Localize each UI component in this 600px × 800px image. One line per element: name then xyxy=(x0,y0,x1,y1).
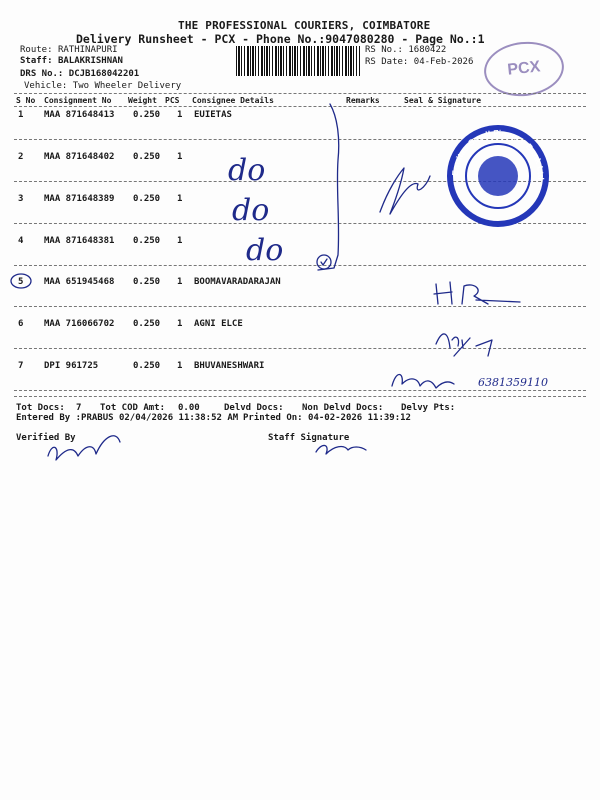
rs-no-value: 1680422 xyxy=(408,45,447,55)
col-consignment: Consignment No xyxy=(44,96,112,105)
staff-signature-label: Staff Signature xyxy=(268,433,350,443)
row-pcs: 1 xyxy=(177,194,183,204)
row-pcs: 1 xyxy=(177,361,183,371)
row-sno: 5 xyxy=(18,277,24,287)
row-consignee: EUIETAS xyxy=(194,110,232,120)
non-delvd-docs-label: Non Delvd Docs: xyxy=(302,403,384,413)
row-pcs: 1 xyxy=(177,277,183,287)
col-seal-signature: Seal & Signature xyxy=(404,96,482,105)
vehicle-value: Two Wheeler Delivery xyxy=(72,81,182,91)
cod-label: Tot COD Amt: xyxy=(100,403,166,413)
row-weight: 0.250 xyxy=(133,361,161,371)
col-consignee: Consignee Details xyxy=(192,96,274,105)
ditto-row2: do xyxy=(228,153,266,188)
col-pcs: PCS xyxy=(165,96,180,105)
row5-hr-mark xyxy=(434,282,452,304)
row7-signature xyxy=(392,375,454,389)
row-consignment-no: MAA 871648389 xyxy=(44,194,115,204)
row-weight: 0.250 xyxy=(133,277,161,287)
row-sno: 7 xyxy=(18,361,24,371)
drs-label: DRS No.: xyxy=(20,69,64,79)
company-name: THE PROFESSIONAL COURIERS, COIMBATORE xyxy=(178,19,431,32)
route-value: RATHINAPURI xyxy=(57,45,118,55)
delvy-pts-label: Delvy Pts: xyxy=(401,403,456,413)
rs-date-value: 04-Feb-2026 xyxy=(413,57,474,67)
drs-value: DCJB168042201 xyxy=(68,69,140,79)
staff-signature xyxy=(316,445,366,454)
row-consignment-no: MAA 871648413 xyxy=(44,110,115,120)
verified-signature xyxy=(48,436,120,460)
col-remarks: Remarks xyxy=(346,96,380,105)
row-weight: 0.250 xyxy=(133,236,161,246)
seal-text: Equitas Small Finance Bank Ltd xyxy=(449,127,547,180)
row-sno: 3 xyxy=(18,194,24,204)
printed-on: Printed On: 04-02-2026 11:39:12 xyxy=(243,413,411,423)
row-pcs: 1 xyxy=(177,110,183,120)
row-pcs: 1 xyxy=(177,319,183,329)
row-pcs: 1 xyxy=(177,152,183,162)
row-consignee: AGNI ELCE xyxy=(194,319,243,329)
row-weight: 0.250 xyxy=(133,152,161,162)
row-sno: 1 xyxy=(18,110,24,120)
row6-mark xyxy=(436,334,463,348)
row-consignment-no: MAA 871648402 xyxy=(44,152,115,162)
rs-date-label: RS Date: xyxy=(365,57,409,67)
row-sno: 2 xyxy=(18,152,24,162)
row5-circle xyxy=(11,274,31,288)
pcx-stamp: PCX xyxy=(481,38,566,100)
row-weight: 0.250 xyxy=(133,319,161,329)
row-consignment-no: MAA 651945468 xyxy=(44,277,115,287)
row-consignment-no: DPI 961725 xyxy=(44,361,99,371)
circle-mark xyxy=(317,255,331,269)
col-sno: S No xyxy=(16,96,36,105)
tot-docs-label: Tot Docs: xyxy=(16,403,65,413)
row-sno: 6 xyxy=(18,319,24,329)
row7-phone: 6381359110 xyxy=(478,376,548,389)
row-pcs: 1 xyxy=(177,236,183,246)
staff-label: Staff: xyxy=(20,56,53,66)
ditto-row3: do xyxy=(232,193,270,228)
tot-docs-value: 7 xyxy=(76,403,82,413)
runsheet-title: Delivery Runsheet - PCX - Phone No.:9047080280 - Page No.:1 xyxy=(76,32,485,46)
row3-signature xyxy=(380,168,430,214)
col-weight: Weight xyxy=(128,96,157,105)
entered-by: Entered By :PRABUS 02/04/2026 11:38:52 AM xyxy=(16,413,239,423)
staff-value: BALAKRISHNAN xyxy=(57,56,123,66)
rs-no-label: RS No.: xyxy=(365,45,403,55)
row-weight: 0.250 xyxy=(133,110,161,120)
bank-seal xyxy=(446,124,550,228)
vehicle-label: Vehicle: xyxy=(24,81,68,91)
ditto-row4: do xyxy=(246,233,284,268)
cod-value: 0.00 xyxy=(178,403,200,413)
row-consignee: BOOMAVARADARAJAN xyxy=(194,277,281,287)
route-label: Route: xyxy=(20,45,53,55)
row-consignment-no: MAA 716066702 xyxy=(44,319,115,329)
row-consignment-no: MAA 871648381 xyxy=(44,236,115,246)
delvd-docs-label: Delvd Docs: xyxy=(224,403,284,413)
remarks-brace xyxy=(318,104,339,270)
row-consignee: BHUVANESHWARI xyxy=(194,361,265,371)
row-weight: 0.250 xyxy=(133,194,161,204)
row-sno: 4 xyxy=(18,236,24,246)
verified-by-label: Verified By xyxy=(16,433,76,443)
